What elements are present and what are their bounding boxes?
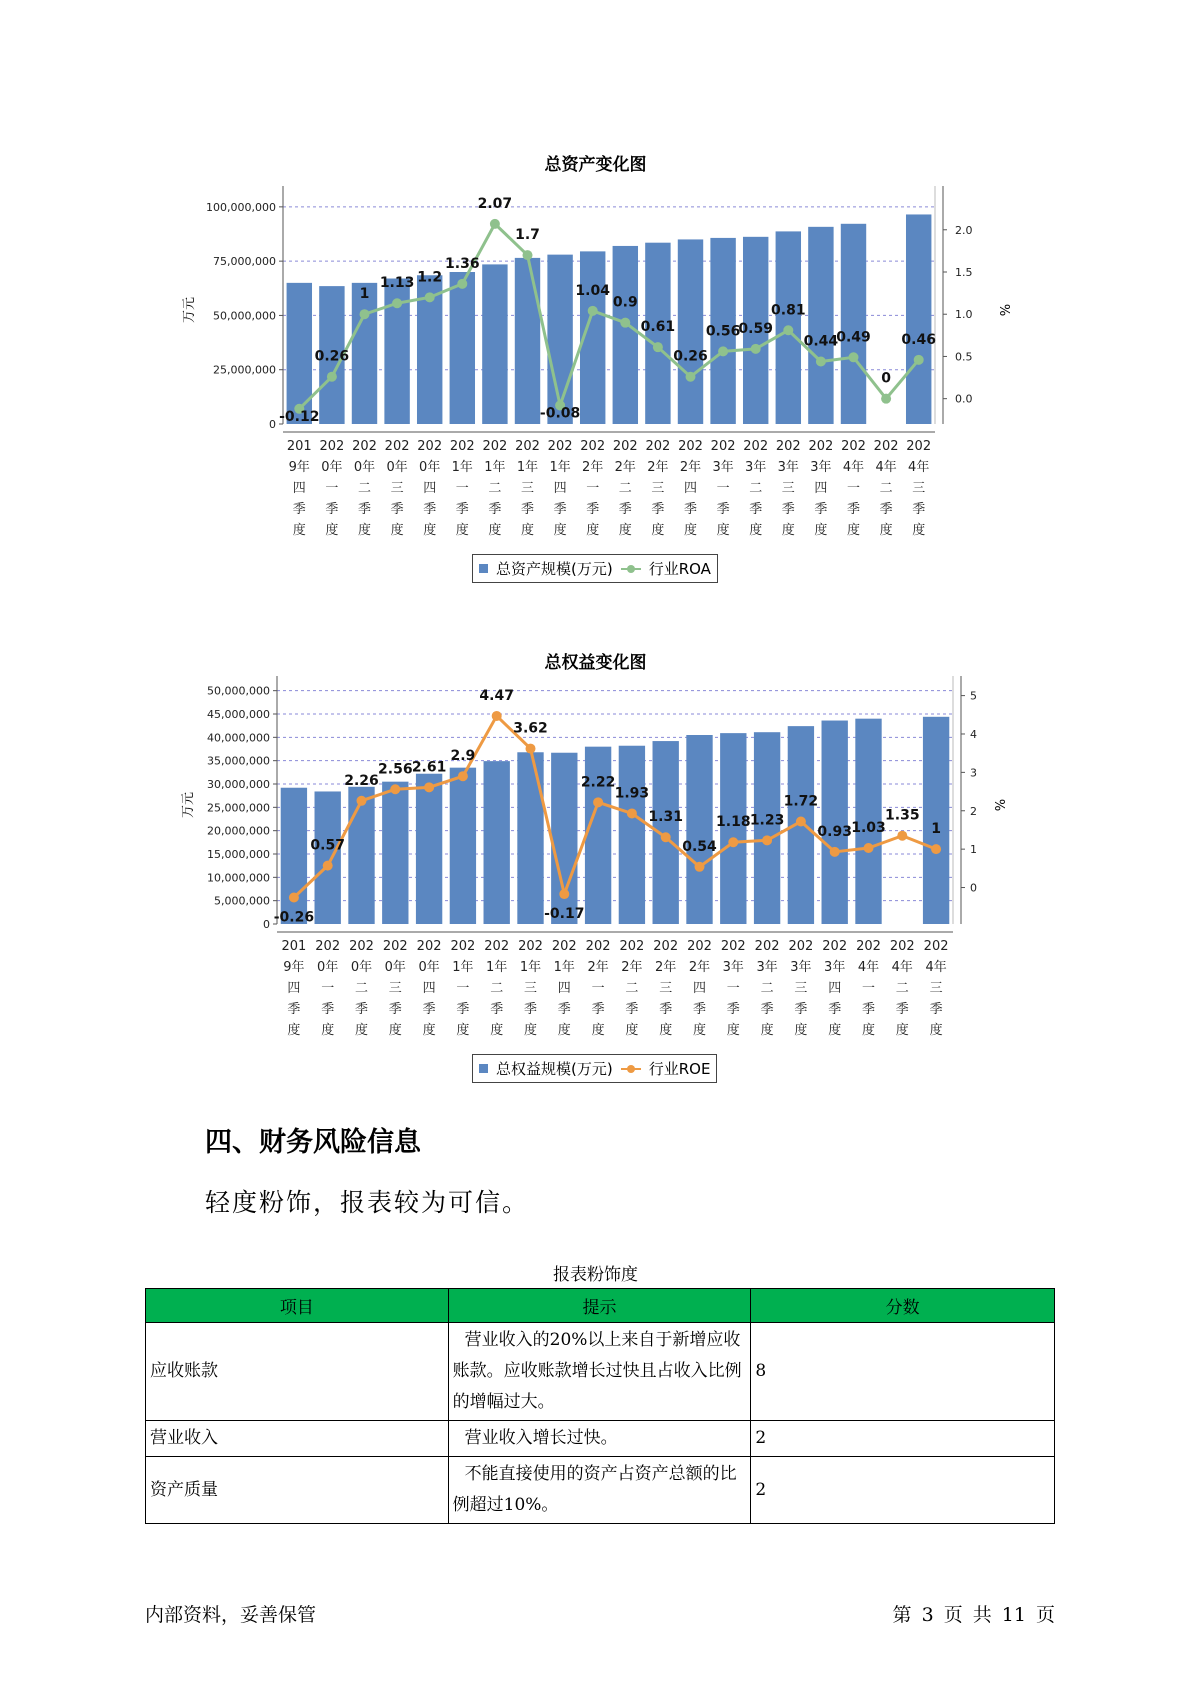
y-axis-title: 万元 (182, 296, 197, 324)
legend-label-bars: 总权益规模(万元) (496, 1060, 613, 1078)
x-tick-label: 202 1年三季度 (515, 439, 540, 538)
x-tick-label: 202 2年三季度 (645, 439, 671, 538)
y-tick-label: 75,000,000 (213, 255, 276, 269)
data-label: 0.59 (738, 320, 773, 337)
data-label: 0.61 (640, 319, 676, 336)
y-tick-label: 35,000,000 (207, 754, 270, 768)
x-tick-label: 202 1年四季度 (551, 939, 577, 1038)
bar (352, 283, 377, 424)
y2-tick-label: 2.0 (955, 223, 973, 237)
total-assets-chart (0, 0, 1191, 590)
data-label: 2.07 (477, 195, 513, 212)
y2-tick-label: 0.0 (955, 392, 973, 406)
line-point (588, 306, 598, 316)
data-label: 4.47 (479, 687, 514, 704)
data-label: 0.26 (673, 348, 708, 365)
x-tick-label: 202 2年一季度 (580, 439, 606, 538)
data-label: 0.26 (314, 348, 350, 365)
x-tick-label: 202 1年二季度 (484, 939, 510, 1038)
y-tick-label: 25,000,000 (213, 363, 276, 377)
x-tick-label: 202 2年四季度 (678, 439, 703, 538)
bar (517, 752, 543, 924)
data-label: 1.18 (716, 814, 751, 831)
y2-tick-label: 1.5 (955, 266, 973, 279)
bar (450, 272, 475, 424)
total-assets-plot (0, 0, 1191, 590)
line-point (751, 344, 761, 354)
chart-legend (472, 554, 718, 583)
bar (315, 791, 341, 924)
footer-page-number: 第 3 页 共 11 页 (892, 1604, 1055, 1626)
y-tick-label: 0 (263, 918, 270, 931)
x-tick-label: 202 2年二季度 (619, 939, 645, 1038)
line-point (289, 893, 299, 903)
y2-tick-label: 5 (970, 689, 977, 703)
data-label: 1.35 (885, 807, 920, 824)
line-point (593, 797, 603, 807)
line-point (425, 292, 435, 302)
bar (416, 774, 442, 924)
total-equity-chart (0, 600, 1191, 1100)
data-label: -0.26 (273, 909, 315, 926)
line-point (360, 309, 370, 319)
data-label: 0.54 (682, 838, 717, 855)
bar (841, 224, 866, 424)
data-label: 1.13 (379, 275, 415, 292)
header-hint: 提示 (448, 1289, 751, 1323)
y-tick-label: 40,000,000 (207, 731, 270, 745)
bar (348, 787, 374, 924)
table-row (146, 1457, 1055, 1524)
bar (686, 735, 712, 924)
line-point (816, 357, 826, 367)
data-label: 2.26 (344, 772, 379, 789)
x-tick-label: 202 3年三季度 (775, 439, 801, 538)
row-hint: 营业收入增长过快。 (448, 1421, 751, 1457)
x-tick-label: 202 3年二季度 (743, 439, 769, 538)
line-point (849, 352, 859, 362)
data-label: 1.72 (783, 793, 819, 810)
data-label: 1.36 (445, 255, 480, 272)
line-point (830, 847, 840, 857)
x-tick-label: 202 1年一季度 (450, 939, 476, 1038)
row-item: 资产质量 (146, 1457, 449, 1524)
data-label: 3.62 (513, 720, 548, 737)
y-tick-label: 30,000,000 (207, 778, 270, 791)
data-label: 2.9 (450, 748, 476, 765)
row-score: 8 (751, 1323, 1055, 1421)
row-score: 2 (751, 1421, 1055, 1457)
data-label: 1.7 (515, 227, 540, 244)
y2-tick-label: 3 (970, 766, 977, 780)
data-label: -0.12 (279, 408, 320, 425)
data-label: 0.81 (771, 302, 806, 319)
bar (822, 721, 848, 924)
x-tick-label: 202 2年四季度 (687, 939, 712, 1038)
risk-table (145, 1288, 1055, 1524)
chart-legend (472, 1054, 717, 1083)
data-label: 0.9 (612, 294, 638, 311)
x-tick-label: 202 3年四季度 (808, 439, 834, 538)
x-tick-label: 202 4年三季度 (906, 439, 932, 538)
footer-confidential: 内部资料，妥善保管 (145, 1604, 317, 1626)
line-point (620, 318, 630, 328)
line-point (457, 279, 467, 289)
y-tick-label: 0 (269, 418, 276, 431)
table-row (146, 1421, 1055, 1457)
y2-tick-label: 0 (970, 881, 977, 895)
bar (808, 227, 833, 424)
data-label: 1 (931, 821, 941, 838)
line-point (653, 342, 663, 352)
y-tick-label: 50,000,000 (213, 309, 276, 323)
line-legend-swatch (621, 564, 641, 574)
data-label: 1 (359, 286, 370, 303)
bar (482, 264, 507, 424)
line-point (523, 250, 533, 260)
data-label: 0.56 (705, 323, 741, 340)
data-label: 0.46 (901, 331, 936, 348)
y-tick-label: 20,000,000 (207, 824, 270, 838)
line-point (914, 355, 924, 365)
data-label: 1.31 (648, 809, 683, 826)
bar (678, 239, 703, 424)
data-label: 2.61 (411, 759, 447, 776)
x-tick-label: 202 4年一季度 (841, 439, 866, 538)
y-tick-label: 25,000,000 (207, 801, 270, 815)
line-point (390, 784, 400, 794)
bar (613, 246, 638, 424)
y-tick-label: 10,000,000 (207, 871, 270, 885)
line-point (327, 372, 337, 382)
y-tick-label: 100,000,000 (206, 200, 276, 214)
bar-legend-swatch (479, 1064, 488, 1073)
x-tick-label: 201 9年四季度 (281, 939, 307, 1038)
data-label: 2.56 (378, 761, 413, 778)
data-label: 1.2 (417, 269, 443, 286)
data-label: 1.23 (749, 812, 785, 829)
x-tick-label: 202 0年四季度 (417, 439, 443, 538)
chart-title: 总权益变化图 (544, 653, 647, 673)
x-tick-label: 202 3年三季度 (788, 939, 814, 1038)
table-row (146, 1323, 1055, 1421)
line-point (897, 831, 907, 841)
y2-tick-label: 2 (970, 804, 977, 818)
y2-axis-title: % (991, 798, 1006, 812)
line-point (559, 889, 569, 899)
total-equity-plot (0, 600, 1191, 1100)
x-tick-label: 202 0年三季度 (382, 939, 408, 1038)
data-label: -0.08 (539, 405, 581, 422)
x-tick-label: 202 2年一季度 (585, 939, 611, 1038)
data-label: 0 (881, 370, 891, 387)
y2-tick-label: 1.0 (955, 308, 973, 322)
header-item: 项目 (146, 1289, 449, 1323)
legend-label-line: 行业ROE (648, 1060, 711, 1078)
x-tick-label: 202 0年一季度 (319, 439, 345, 538)
line-point (881, 394, 891, 404)
data-label: 2.22 (580, 774, 616, 791)
bar (450, 768, 476, 924)
bar (515, 258, 540, 424)
x-tick-label: 202 1年四季度 (547, 439, 573, 538)
line-point (661, 832, 671, 842)
bar (382, 782, 408, 924)
x-tick-label: 202 1年一季度 (449, 439, 475, 538)
x-tick-label: 202 0年四季度 (416, 939, 442, 1038)
x-tick-label: 202 0年一季度 (315, 939, 341, 1038)
y2-tick-label: 4 (970, 727, 977, 741)
line-point (931, 844, 941, 854)
x-tick-label: 202 3年一季度 (710, 439, 736, 538)
y-tick-label: 5,000,000 (214, 894, 270, 908)
x-tick-label: 202 2年二季度 (612, 439, 638, 538)
row-score: 2 (751, 1457, 1055, 1524)
line-point (392, 298, 402, 308)
x-tick-label: 202 3年二季度 (754, 939, 780, 1038)
chart-title: 总资产变化图 (544, 155, 647, 175)
x-tick-label: 202 3年一季度 (720, 939, 746, 1038)
y-tick-label: 45,000,000 (207, 708, 270, 721)
table-header-row (146, 1289, 1055, 1323)
x-tick-label: 202 2年三季度 (653, 939, 679, 1038)
legend-label-bars: 总资产规模(万元) (496, 560, 613, 578)
x-tick-label: 202 1年三季度 (518, 939, 543, 1038)
line-point (762, 835, 772, 845)
line-point (627, 808, 637, 818)
risk-summary: 轻度粉饰，报表较为可信。 (205, 1188, 530, 1217)
x-tick-label: 202 0年二季度 (352, 439, 377, 538)
data-label: 0.49 (836, 329, 871, 346)
row-item: 营业收入 (146, 1421, 449, 1457)
data-label: 1.04 (575, 282, 610, 299)
y-axis-title: 万元 (181, 791, 196, 819)
header-score: 分数 (751, 1289, 1055, 1323)
line-point (458, 771, 468, 781)
y2-tick-label: 1 (970, 843, 977, 857)
x-tick-label: 202 4年一季度 (856, 939, 881, 1038)
table-caption: 报表粉饰度 (553, 1265, 638, 1285)
line-point (686, 372, 696, 382)
legend-label-line: 行业ROA (648, 560, 711, 578)
section-heading: 四、财务风险信息 (205, 1127, 421, 1158)
x-tick-label: 202 0年三季度 (384, 439, 410, 538)
bar (484, 761, 510, 924)
data-label: 1.03 (851, 819, 886, 836)
x-tick-label: 202 4年二季度 (889, 939, 915, 1038)
x-tick-label: 202 0年二季度 (349, 939, 374, 1038)
line-point (526, 744, 536, 754)
x-tick-label: 202 4年三季度 (923, 939, 949, 1038)
x-tick-label: 202 3年四季度 (822, 939, 848, 1038)
line-point (796, 817, 806, 827)
row-hint: 营业收入的20%以上来自于新增应收账款。应收账款增长过快且占收入比例的增幅过大。 (448, 1323, 751, 1421)
bar (906, 214, 931, 424)
data-label: -0.17 (544, 906, 585, 923)
x-tick-label: 201 9年四季度 (286, 439, 312, 538)
data-label: 0.44 (803, 333, 839, 350)
line-legend-swatch (621, 1064, 641, 1074)
line-point (357, 796, 367, 806)
y-tick-label: 50,000,000 (207, 684, 270, 698)
bar (287, 283, 312, 424)
line-point (695, 862, 705, 872)
x-tick-label: 202 1年二季度 (482, 439, 508, 538)
row-hint: 不能直接使用的资产占资产总额的比例超过10%。 (448, 1457, 751, 1524)
data-label: 0.57 (310, 837, 345, 854)
line-point (864, 843, 874, 853)
y2-tick-label: 0.5 (955, 350, 973, 364)
y-tick-label: 15,000,000 (207, 848, 270, 861)
line-point (490, 219, 500, 229)
data-label: 0.93 (817, 823, 852, 840)
line-point (728, 837, 738, 847)
y2-axis-title: % (996, 303, 1011, 317)
bar-legend-swatch (479, 564, 488, 573)
row-item: 应收账款 (146, 1323, 449, 1421)
line-point (783, 325, 793, 335)
line-point (492, 711, 502, 721)
bar (619, 746, 645, 924)
line-point (424, 782, 434, 792)
bar (281, 788, 307, 924)
line-point (718, 346, 728, 356)
x-tick-label: 202 4年二季度 (873, 439, 899, 538)
data-label: 1.93 (614, 785, 650, 802)
line-point (323, 861, 333, 871)
bar (585, 747, 611, 924)
